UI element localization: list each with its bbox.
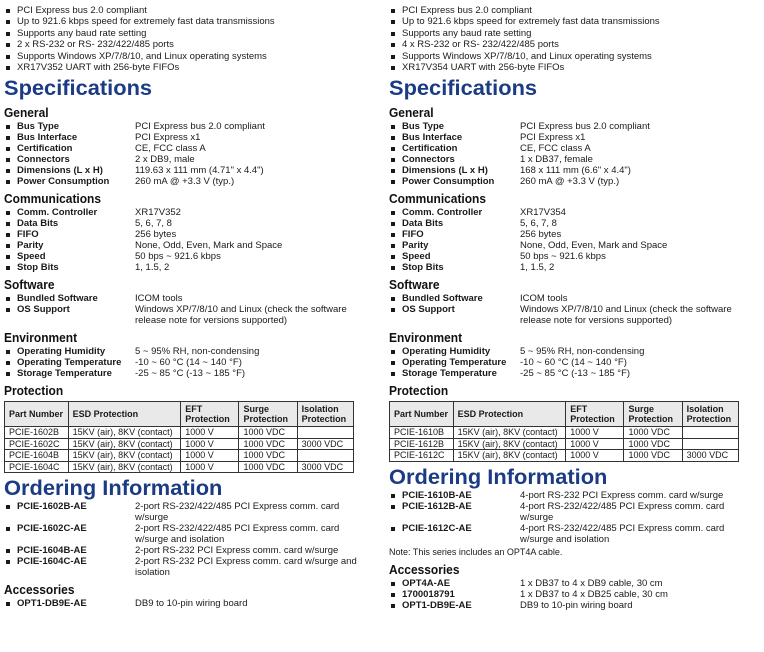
spec-key: PCIE-1602C-AE [4,523,135,545]
feature-item: Up to 921.6 kbps speed for extremely fast data transmissions [4,16,372,27]
spec-value: -10 ~ 60 °C (14 ~ 140 °F) [520,357,627,369]
spec-row [4,154,372,165]
spec-key: Operating Humidity [4,346,135,357]
communications-specs [4,207,372,273]
spec-row [4,121,372,132]
spec-value: DB9 to 10-pin wiring board [520,599,633,611]
spec-key: Comm. Controller [389,207,520,218]
spec-value: 4-port RS-232/422/485 PCI Express comm. card w/surge [520,500,725,523]
spec-key: Bus Interface [389,132,520,143]
spec-value: 1, 1.5, 2 [520,262,555,274]
spec-key: PCIE-1610B-AE [389,490,520,501]
table-cell: 1000 V [566,438,624,450]
feature-item: Supports any baud rate setting [389,28,757,39]
spec-row [4,368,372,379]
spec-key: Connectors [389,154,520,165]
communications-specs [389,207,757,273]
general-heading: General [389,105,434,121]
table-cell: 15KV (air), 8KV (contact) [68,461,181,473]
spec-row [4,240,372,251]
table-cell [682,438,738,450]
feature-item: Supports Windows XP/7/8/10, and Linux operating systems [389,51,757,62]
table-cell: 15KV (air), 8KV (contact) [453,427,566,439]
ordering-note: Note: This series includes an OPT4A cable. [389,546,563,557]
table-cell: 15KV (air), 8KV (contact) [68,450,181,462]
table-cell: PCIE-1604B [5,450,69,462]
software-heading: Software [389,277,440,293]
table-cell: 1000 V [181,427,239,439]
table-cell: 1000 V [181,438,239,450]
spec-value: XR17V354 [520,207,566,219]
spec-row [4,218,372,229]
spec-value: PCI Express x1 [520,132,586,144]
protection-table [4,401,354,473]
spec-row [4,132,372,143]
spec-key: OPT1-DB9E-AE [4,598,135,609]
spec-value: None, Odd, Even, Mark and Space [135,240,283,252]
spec-row [389,589,757,600]
specifications-heading: Specifications [389,77,538,101]
spec-key: Power Consumption [389,176,520,187]
table-row [5,427,354,439]
feature-item: Supports any baud rate setting [4,28,372,39]
spec-value: 4-port RS-232 PCI Express comm. card w/surge [520,489,724,501]
software-specs [4,293,372,326]
spec-row [389,304,757,326]
spec-value: ICOM tools [135,293,183,305]
spec-row [389,176,757,187]
spec-key: Parity [389,240,520,251]
spec-value: DB9 to 10-pin wiring board [135,598,248,610]
spec-key: PCIE-1604C-AE [4,556,135,578]
environment-specs [389,346,757,379]
spec-row [389,165,757,176]
table-cell: 1000 VDC [624,427,682,439]
table-cell: PCIE-1604C [5,461,69,473]
spec-row [4,207,372,218]
general-specs [4,121,372,187]
spec-row [389,154,757,165]
spec-key: Operating Humidity [389,346,520,357]
spec-value: None, Odd, Even, Mark and Space [520,240,668,252]
spec-key: Parity [4,240,135,251]
column-header: Part Number [390,402,454,427]
accessories-heading: Accessories [4,582,75,598]
spec-row [4,229,372,240]
spec-key: Speed [389,251,520,262]
spec-value: 256 bytes [520,229,562,241]
table-cell: 1000 VDC [624,438,682,450]
spec-key: OPT4A-AE [389,578,520,589]
feature-item: 4 x RS-232 or RS- 232/422/485 ports [389,39,757,50]
spec-key: Bus Type [389,121,520,132]
spec-key: OPT1-DB9E-AE [389,600,520,611]
spec-row [389,578,757,589]
table-row [5,461,354,473]
communications-heading: Communications [389,191,487,207]
spec-value: 1, 1.5, 2 [135,262,170,274]
table-cell [297,427,353,439]
table-cell: 3000 VDC [297,461,353,473]
spec-value: 2-port RS-232/422/485 PCI Express comm. card w/surge and isolation [135,523,340,546]
column-header: Isolation Protection [682,402,738,427]
spec-row [389,368,757,379]
spec-row [389,501,757,523]
table-cell: PCIE-1610B [390,427,454,439]
protection-heading: Protection [389,383,449,399]
column-header: Part Number [5,402,69,427]
spec-key: PCIE-1604B-AE [4,545,135,556]
spec-value: 1 x DB37 to 4 x DB9 cable, 30 cm [520,577,663,589]
spec-key: Operating Temperature [4,357,135,368]
table-cell: 1000 VDC [239,438,297,450]
spec-value: PCI Express bus 2.0 compliant [520,121,650,133]
spec-value: Windows XP/7/8/10 and Linux (check the software release note for versions supported) [520,304,732,327]
spec-row [4,251,372,262]
spec-value: 5 ~ 95% RH, non-condensing [135,346,260,358]
spec-value: 1 x DB37, female [520,154,593,166]
specifications-heading: Specifications [4,77,153,101]
spec-value: 260 mA @ +3.3 V (typ.) [520,176,620,188]
spec-row [389,132,757,143]
environment-heading: Environment [4,330,78,346]
spec-key: Certification [389,143,520,154]
spec-row [4,346,372,357]
column-header: EFT Protection [181,402,239,427]
spec-row [4,501,372,523]
spec-value: 2-port RS-232 PCI Express comm. card w/surge [135,545,339,557]
spec-key: Power Consumption [4,176,135,187]
spec-key: Storage Temperature [389,368,520,379]
spec-value: PCI Express bus 2.0 compliant [135,121,265,133]
spec-key: OS Support [389,304,520,326]
spec-value: 5 ~ 95% RH, non-condensing [520,346,645,358]
spec-row [389,357,757,368]
table-cell: PCIE-1602C [5,438,69,450]
table-header-row [390,402,739,427]
spec-key: OS Support [4,304,135,326]
spec-row [389,523,757,545]
spec-key: Dimensions (L x H) [389,165,520,176]
column-header: Isolation Protection [297,402,353,427]
spec-row [389,293,757,304]
spec-row [4,304,372,326]
right-column [389,0,757,611]
accessories-heading: Accessories [389,561,460,577]
table-row [5,450,354,462]
protection-table [389,401,739,462]
spec-value: Windows XP/7/8/10 and Linux (check the software release note for versions supported) [135,304,347,327]
general-heading: General [4,105,49,121]
spec-value: -25 ~ 85 °C (-13 ~ 185 °F) [135,368,246,380]
protection-heading: Protection [4,383,64,399]
spec-row [4,165,372,176]
spec-key: Data Bits [389,218,520,229]
column-header: Surge Protection [239,402,297,427]
table-cell [297,450,353,462]
spec-value: CE, FCC class A [520,143,591,155]
table-cell: 15KV (air), 8KV (contact) [68,438,181,450]
table-cell: 1000 V [181,450,239,462]
spec-value: 2-port RS-232 PCI Express comm. card w/surge and isolation [135,556,357,579]
spec-key: Data Bits [4,218,135,229]
table-cell: PCIE-1602B [5,427,69,439]
ordering-list [4,501,372,578]
spec-value: 5, 6, 7, 8 [135,218,172,230]
environment-specs [4,346,372,379]
spec-row [389,600,757,611]
spec-value: 50 bps ~ 921.6 kbps [520,251,606,263]
spec-key: Bundled Software [4,293,135,304]
accessories-list [389,578,757,611]
feature-item: Supports Windows XP/7/8/10, and Linux operating systems [4,51,372,62]
spec-key: Storage Temperature [4,368,135,379]
column-header: Surge Protection [624,402,682,427]
table-row [5,438,354,450]
table-cell: 15KV (air), 8KV (contact) [68,427,181,439]
spec-row [4,556,372,578]
feature-item: XR17V352 UART with 256-byte FIFOs [4,62,372,73]
spec-key: Comm. Controller [4,207,135,218]
column-header: ESD Protection [68,402,181,427]
table-cell: 1000 VDC [239,461,297,473]
spec-row [389,207,757,218]
spec-row [389,346,757,357]
ordering-heading: Ordering Information [389,465,608,489]
table-cell: PCIE-1612C [390,450,454,462]
ordering-list [389,490,757,545]
feature-item: 2 x RS-232 or RS- 232/422/485 ports [4,39,372,50]
accessories-list [4,598,372,609]
table-row [390,438,739,450]
table-cell: 15KV (air), 8KV (contact) [453,450,566,462]
spec-key: PCIE-1602B-AE [4,501,135,523]
table-cell: PCIE-1612B [390,438,454,450]
spec-row [389,121,757,132]
table-cell: 3000 VDC [297,438,353,450]
feature-item: XR17V354 UART with 256-byte FIFOs [389,62,757,73]
spec-value: 168 x 111 mm (6.6" x 4.4") [520,165,631,177]
table-cell: 1000 V [566,450,624,462]
spec-key: Bundled Software [389,293,520,304]
spec-value: 50 bps ~ 921.6 kbps [135,251,221,263]
table-cell: 15KV (air), 8KV (contact) [453,438,566,450]
table-row [390,450,739,462]
feature-item: Up to 921.6 kbps speed for extremely fast data transmissions [389,16,757,27]
table-row [390,427,739,439]
ordering-heading: Ordering Information [4,477,223,501]
spec-value: ICOM tools [520,293,568,305]
spec-value: -25 ~ 85 °C (-13 ~ 185 °F) [520,368,631,380]
table-cell: 1000 VDC [239,450,297,462]
spec-value: 5, 6, 7, 8 [520,218,557,230]
communications-heading: Communications [4,191,102,207]
spec-key: Speed [4,251,135,262]
spec-key: Stop Bits [4,262,135,273]
spec-value: 2 x DB9, male [135,154,195,166]
spec-row [389,490,757,501]
spec-key: Operating Temperature [389,357,520,368]
table-cell: 1000 V [181,461,239,473]
spec-row [4,176,372,187]
spec-row [4,545,372,556]
spec-key: PCIE-1612C-AE [389,523,520,545]
spec-value: PCI Express x1 [135,132,201,144]
feature-list [4,5,372,73]
spec-key: FIFO [4,229,135,240]
table-cell: 1000 V [566,427,624,439]
spec-value: CE, FCC class A [135,143,206,155]
table-cell [682,427,738,439]
spec-row [4,293,372,304]
spec-key: 1700018791 [389,589,520,600]
spec-value: 2-port RS-232/422/485 PCI Express comm. card w/surge [135,501,340,524]
column-header: EFT Protection [566,402,624,427]
column-header: ESD Protection [453,402,566,427]
spec-row [389,262,757,273]
spec-key: FIFO [389,229,520,240]
feature-list [389,5,757,73]
spec-key: Bus Interface [4,132,135,143]
spec-row [389,143,757,154]
spec-row [389,229,757,240]
spec-key: Stop Bits [389,262,520,273]
spec-value: 1 x DB37 to 4 x DB25 cable, 30 cm [520,588,668,600]
table-cell: 3000 VDC [682,450,738,462]
feature-item: PCI Express bus 2.0 compliant [4,5,372,16]
spec-row [4,262,372,273]
spec-row [389,240,757,251]
spec-value: -10 ~ 60 °C (14 ~ 140 °F) [135,357,242,369]
spec-key: Dimensions (L x H) [4,165,135,176]
table-cell: 1000 VDC [624,450,682,462]
spec-row [4,357,372,368]
spec-key: Certification [4,143,135,154]
spec-key: Bus Type [4,121,135,132]
general-specs [389,121,757,187]
software-specs [389,293,757,326]
spec-value: XR17V352 [135,207,181,219]
spec-value: 256 bytes [135,229,177,241]
spec-value: 4-port RS-232/422/485 PCI Express comm. card w/surge and isolation [520,522,725,545]
feature-item: PCI Express bus 2.0 compliant [389,5,757,16]
spec-row [4,143,372,154]
spec-row [389,251,757,262]
table-header-row [5,402,354,427]
table-cell: 1000 VDC [239,427,297,439]
environment-heading: Environment [389,330,463,346]
spec-row [4,523,372,545]
spec-value: 260 mA @ +3.3 V (typ.) [135,176,235,188]
spec-key: Connectors [4,154,135,165]
spec-key: PCIE-1612B-AE [389,501,520,523]
left-column [4,0,372,609]
software-heading: Software [4,277,55,293]
spec-row [4,598,372,609]
spec-value: 119.63 x 111 mm (4.71" x 4.4") [135,165,264,177]
spec-row [389,218,757,229]
